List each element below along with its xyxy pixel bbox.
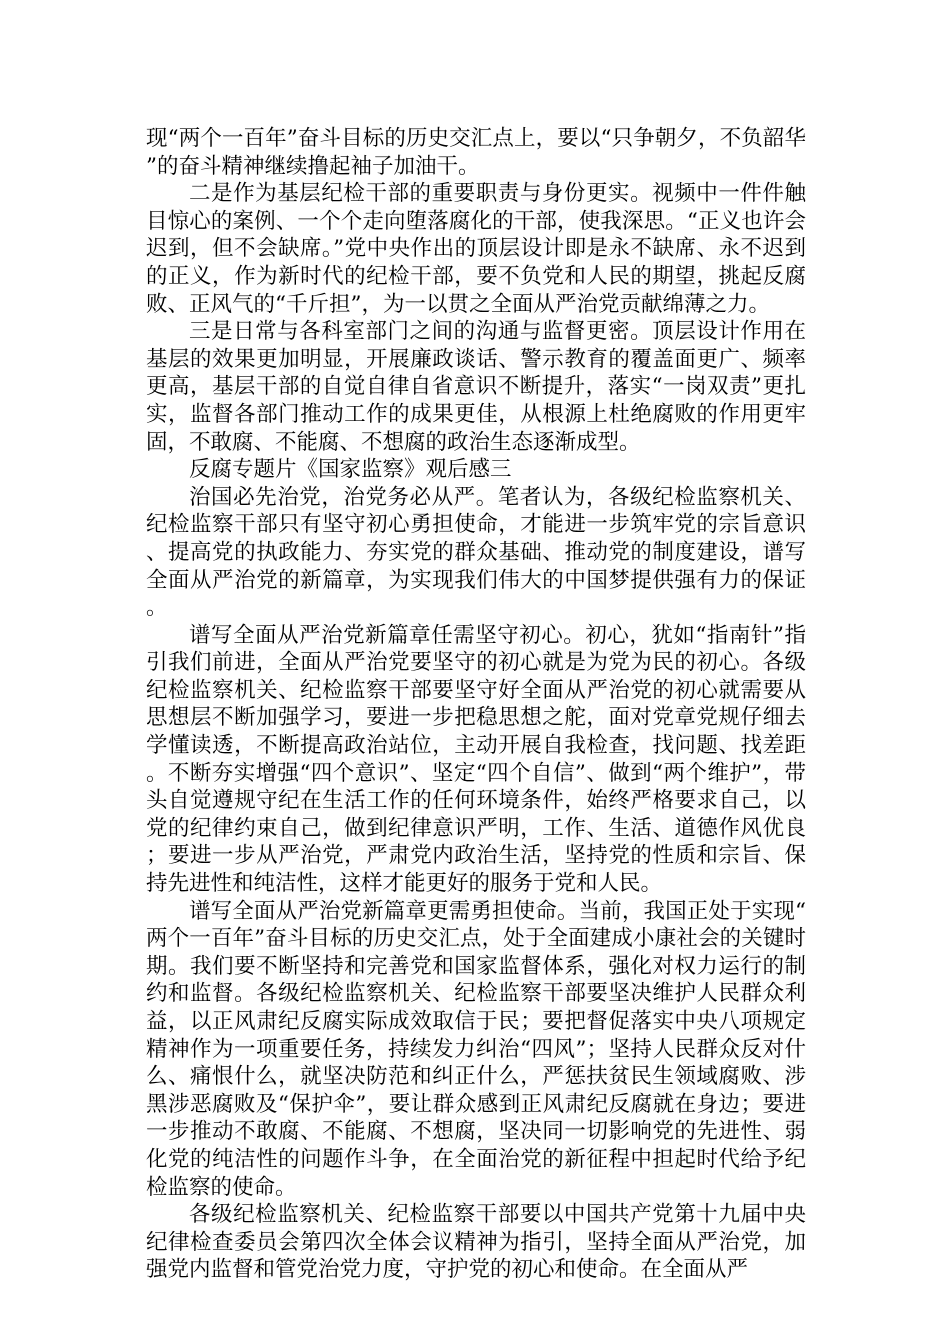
paragraph-point-two: 二是作为基层纪检干部的重要职责与身份更实。视频中一件件触目惊心的案例、一个个走向堕落腐化的干部，使我深思。“正义也许会迟到，但不会缺席。”党中央作出的顶层设计即是永不缺席、永不迟到的正义，作为新时代的纪检干部，要不负党和人民的期望，挑起反腐败、正风气的“千斤担”，为一以贯之全面从严治党贡献绵薄之力。: [146, 181, 806, 317]
paragraph-take-on-mission: 谱写全面从严治党新篇章更需勇担使命。当前，我国正处于实现“两个一百年”奋斗目标的历史交汇点，处于全面建成小康社会的关键时期。我们要不断坚持和完善党和国家监督体系，强化对权力运行的制约和监督。各级纪检监察机关、纪检监察干部要坚决维护人民群众利益，以正风肃纪反腐实际成效取信于民；要把督促落实中央八项规定精神作为一项重要任务，持续发力纠治“四风”；坚持人民群众反对什么、痛恨什么，就坚决防范和纠正什么，严惩扶贫民生领域腐败、涉黑涉恶腐败及“保护伞”，要让群众感到正风肃纪反腐就在身边；要进一步推动不敢腐、不能腐、不想腐，坚决同一切影响党的先进性、弱化党的纯洁性的问题作斗争，在全面治党的新征程中担起时代给予纪检监察的使命。: [146, 898, 806, 1200]
paragraph-closing: 各级纪检监察机关、纪检监察干部要以中国共产党第十九届中央纪律检查委员会第四次全体会议精神为指引，坚持全面从严治党，加强党内监督和管党治党力度，守护党的初心和使命。在全面从严: [146, 1202, 806, 1283]
paragraph-intro: 治国必先治党，治党务必从严。笔者认为，各级纪检监察机关、纪检监察干部只有坚守初心勇担使命，才能进一步筑牢党的宗旨意识、提高党的执政能力、夯实党的群众基础、推动党的制度建设，谱写全面从严治党的新篇章，为实现我们伟大的中国梦提供强有力的保证。: [146, 484, 806, 621]
paragraph-original-mission: 谱写全面从严治党新篇章任需坚守初心。初心，犹如“指南针”指引我们前进，全面从严治党要坚守的初心就是为党为民的初心。各级纪检监察机关、纪检监察干部要坚守好全面从严治党的初心就需要从思想层不断加强学习，要进一步把稳思想之舵，面对党章党规仔细去学懂读透，不断提高政治站位，主动开展自我检查，找问题、找差距。不断夯实增强“四个意识”、坚定“四个自信”、做到“两个维护”，带头自觉遵规守纪在生活工作的任何环境条件，始终严格要求自己，以党的纪律约束自己，做到纪律意识严明，工作、生活、道德作风优良；要进一步从严治党，严肃党内政治生活，坚持党的性质和宗旨、保持先进性和纯洁性，这样才能更好的服务于党和人民。: [146, 622, 806, 897]
document-body: [146, 125, 806, 1284]
paragraph-continuation: 现“两个一百年”奋斗目标的历史交汇点上，要以“只争朝夕，不负韶华”的奋斗精神继续撸起袖子加油干。: [146, 126, 806, 179]
section-heading: 反腐专题片《国家监察》观后感三: [189, 457, 512, 483]
paragraph-point-three: 三是日常与各科室部门之间的沟通与监督更密。顶层设计作用在基层的效果更加明显，开展廉政谈话、警示教育的覆盖面更广、频率更高，基层干部的自觉自律自省意识不断提升，落实“一岗双责”更扎实，监督各部门推动工作的成果更佳，从根源上杜绝腐败的作用更牢固，不敢腐、不能腐、不想腐的政治生态逐渐成型。: [146, 319, 806, 455]
